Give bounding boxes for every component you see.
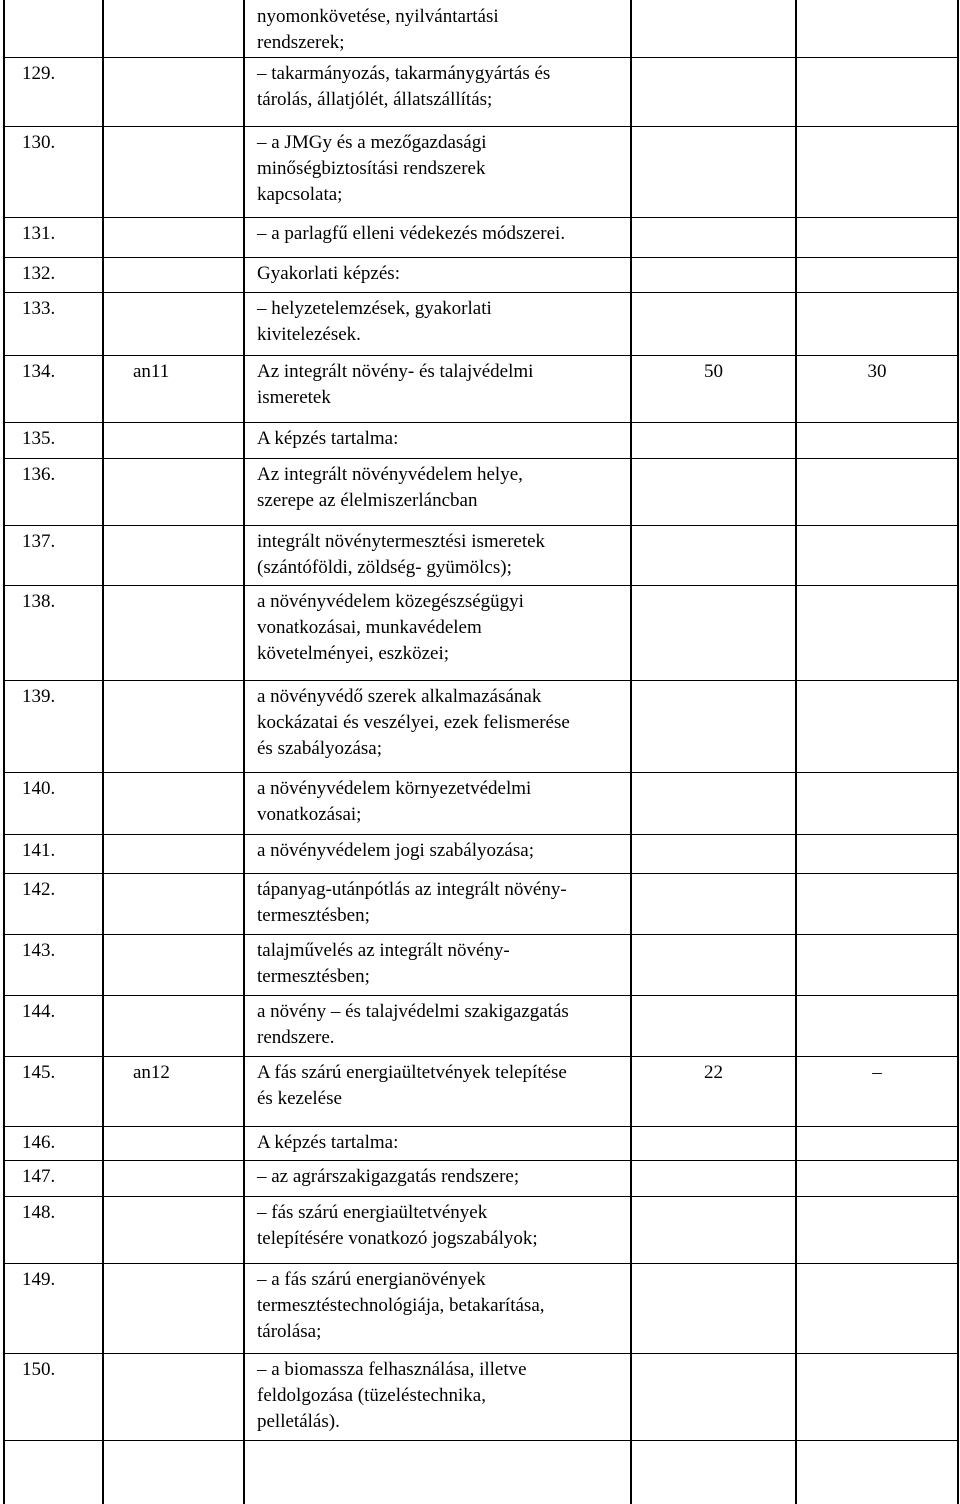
content-line: a növényvédelem környezetvédelmi: [257, 778, 532, 799]
row-border: [4, 257, 958, 258]
row-border: [4, 934, 958, 935]
row-number: 132.: [22, 263, 56, 284]
content-line: nyomonkövetése, nyilvántartási: [257, 6, 499, 27]
row-number: 147.: [22, 1166, 56, 1187]
row-number: 144.: [22, 1001, 56, 1022]
row-number: 133.: [22, 298, 56, 319]
row-border: [4, 525, 958, 526]
row-number: 150.: [22, 1359, 56, 1380]
row-number: 148.: [22, 1202, 56, 1223]
content-line: a növény – és talajvédelmi szakigazgatás: [257, 1001, 569, 1022]
row-number: 142.: [22, 879, 56, 900]
content-line: – az agrárszakigazgatás rendszere;: [257, 1166, 520, 1187]
column-border: [3, 0, 5, 1504]
content-line: A képzés tartalma:: [257, 428, 399, 449]
column-border: [102, 0, 104, 1504]
content-line: A fás szárú energiaültetvények telepítése: [257, 1062, 567, 1083]
content-line: kapcsolata;: [257, 184, 343, 205]
content-line: termesztésben;: [257, 905, 370, 926]
row-number: 137.: [22, 531, 56, 552]
row-border: [4, 1056, 958, 1057]
content-line: kockázatai és veszélyei, ezek felismerése: [257, 712, 570, 733]
content-line: szerepe az élelmiszerláncban: [257, 490, 478, 511]
row-number: 141.: [22, 840, 56, 861]
content-line: talajművelés az integrált növény-: [257, 940, 510, 961]
column-border: [957, 0, 959, 1504]
content-line: tárolása;: [257, 1321, 322, 1342]
content-line: – fás szárú energiaültetvények: [257, 1202, 488, 1223]
content-line: Az integrált növényvédelem helye,: [257, 464, 523, 485]
column-border: [630, 0, 632, 1504]
column-border: [243, 0, 245, 1504]
row-number: 149.: [22, 1269, 56, 1290]
row-border: [4, 1126, 958, 1127]
content-line: (szántóföldi, zöldség- gyümölcs);: [257, 557, 512, 578]
row-number: 129.: [22, 63, 56, 84]
row-border: [4, 585, 958, 586]
row-border: [4, 1440, 958, 1441]
content-line: A képzés tartalma:: [257, 1132, 399, 1153]
content-line: kivitelezések.: [257, 324, 361, 345]
row-number: 143.: [22, 940, 56, 961]
row-border: [4, 126, 958, 127]
content-line: feldolgozása (tüzeléstechnika,: [257, 1385, 486, 1406]
row-border: [4, 1196, 958, 1197]
row-border: [4, 873, 958, 874]
content-line: Az integrált növény- és talajvédelmi: [257, 361, 534, 382]
content-line: követelményei, eszközei;: [257, 643, 450, 664]
row-number: 146.: [22, 1132, 56, 1153]
content-line: a növényvédő szerek alkalmazásának: [257, 686, 542, 707]
content-line: – a fás szárú energianövények: [257, 1269, 486, 1290]
content-line: ismeretek: [257, 387, 331, 408]
row-border: [4, 1353, 958, 1354]
content-line: tápanyag-utánpótlás az integrált növény-: [257, 879, 567, 900]
row-border: [4, 355, 958, 356]
content-line: – takarmányozás, takarmánygyártás és: [257, 63, 551, 84]
row-number: 136.: [22, 464, 56, 485]
content-line: – a biomassza felhasználása, illetve: [257, 1359, 527, 1380]
content-line: integrált növénytermesztési ismeretek: [257, 531, 546, 552]
row-number: 130.: [22, 132, 56, 153]
row-border: [4, 292, 958, 293]
row-border: [4, 422, 958, 423]
content-line: vonatkozásai;: [257, 804, 362, 825]
row-number: 138.: [22, 591, 56, 612]
hours-theory: 22: [704, 1062, 723, 1083]
content-line: pelletálás).: [257, 1411, 340, 1432]
content-line: termesztésben;: [257, 966, 370, 987]
content-line: minőségbiztosítási rendszerek: [257, 158, 486, 179]
content-line: és szabályozása;: [257, 738, 383, 759]
content-line: a növényvédelem jogi szabályozása;: [257, 840, 534, 861]
content-line: Gyakorlati képzés:: [257, 263, 400, 284]
content-line: telepítésére vonatkozó jogszabályok;: [257, 1228, 538, 1249]
hours-practice: 30: [867, 361, 887, 382]
row-border: [4, 217, 958, 218]
row-number: 131.: [22, 223, 56, 244]
content-line: – a parlagfű elleni védekezés módszerei.: [257, 223, 566, 244]
content-line: – helyzetelemzések, gyakorlati: [257, 298, 492, 319]
content-line: rendszerek;: [257, 32, 345, 53]
content-line: rendszere.: [257, 1027, 335, 1048]
row-border: [4, 995, 958, 996]
content-line: és kezelése: [257, 1088, 342, 1109]
row-border: [4, 1263, 958, 1264]
content-line: vonatkozásai, munkavédelem: [257, 617, 482, 638]
row-number: 139.: [22, 686, 56, 707]
module-code: an11: [133, 361, 170, 382]
hours-theory: 50: [704, 361, 723, 382]
content-line: termesztéstechnológiája, betakarítása,: [257, 1295, 545, 1316]
hours-practice: –: [872, 1062, 882, 1083]
content-line: – a JMGy és a mezőgazdasági: [257, 132, 487, 153]
row-border: [4, 834, 958, 835]
row-number: 140.: [22, 778, 56, 799]
row-border: [4, 1160, 958, 1161]
module-code: an12: [133, 1062, 170, 1083]
row-border: [4, 57, 958, 58]
row-number: 145.: [22, 1062, 56, 1083]
column-border: [795, 0, 797, 1504]
row-border: [4, 680, 958, 681]
content-line: a növényvédelem közegészségügyi: [257, 591, 524, 612]
content-line: tárolás, állatjólét, állatszállítás;: [257, 89, 493, 110]
row-border: [4, 772, 958, 773]
row-number: 134.: [22, 361, 56, 382]
row-border: [4, 458, 958, 459]
row-number: 135.: [22, 428, 56, 449]
